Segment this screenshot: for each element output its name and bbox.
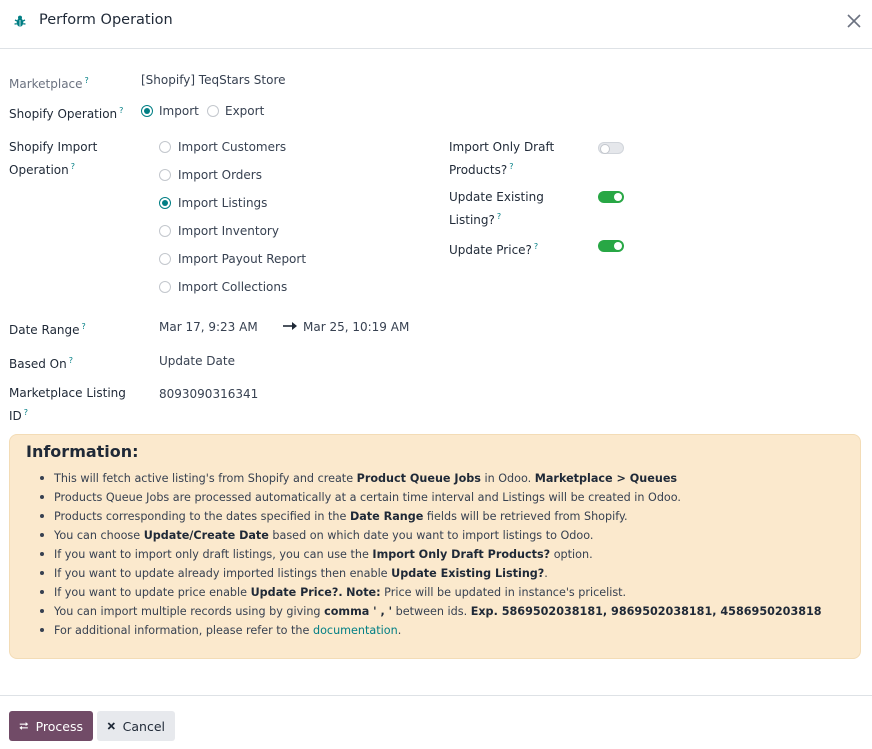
radio-import-orders[interactable] [159, 169, 171, 181]
exchange-icon [19, 720, 29, 732]
radio-import-collections[interactable] [159, 281, 171, 293]
shopify-operation-label: Shopify Operation ? [9, 106, 124, 121]
update-price-label: Update Price? ? [449, 242, 539, 257]
date-range-label: Date Range ? [9, 322, 86, 337]
list-item: This will fetch active listing's from Shopify and create Product Queue Jobs in Odoo. Marketplace > Queues [36, 469, 856, 488]
radio-import-listings[interactable] [159, 197, 171, 209]
cancel-button-label: Cancel [122, 718, 165, 734]
radio-import-collections-label[interactable]: Import Collections [178, 280, 288, 294]
list-item: Products corresponding to the dates specified in the Date Range fields will be retrieved from Shopify. [36, 507, 856, 526]
dialog-footer [0, 695, 872, 749]
import-only-draft-toggle[interactable] [598, 142, 624, 154]
list-item: If you want to update price enable Update Price?. Note: Price will be updated in instance's pricelist. [36, 583, 856, 602]
based-on-value[interactable]: Update Date [159, 354, 235, 368]
dialog-title: Perform Operation [39, 12, 173, 28]
update-price-toggle[interactable] [598, 240, 624, 252]
marketplace-value: [Shopify] TeqStars Store [141, 73, 286, 87]
radio-export[interactable] [207, 105, 219, 117]
list-item: For additional information, please refer to the documentation. [36, 621, 856, 640]
information-list [36, 469, 856, 640]
times-icon [107, 721, 116, 731]
radio-import-payout-report-label[interactable]: Import Payout Report [178, 252, 307, 266]
list-item: If you want to update already imported listings then enable Update Existing Listing?. [36, 564, 856, 583]
based-on-label: Based On ? [9, 356, 73, 371]
radio-import-listings-label[interactable]: Import Listings [178, 196, 268, 210]
update-existing-listing-toggle[interactable] [598, 191, 624, 203]
close-icon[interactable] [846, 13, 862, 29]
documentation-link[interactable]: documentation [312, 624, 398, 637]
information-title: Information: [26, 442, 139, 461]
listing-id-value[interactable]: 8093090316341 [159, 387, 259, 401]
list-item: Products Queue Jobs are processed automatically at a certain time interval and Listings will be created in Odoo. [36, 488, 856, 507]
cancel-button[interactable] [97, 711, 175, 741]
list-item: If you want to import only draft listings, you can use the Import Only Draft Products? option. [36, 545, 856, 564]
process-button-label: Process [35, 718, 83, 734]
marketplace-label: Marketplace ? [9, 76, 89, 91]
date-range-end[interactable]: Mar 25, 10:19 AM [303, 320, 410, 334]
radio-import-payout-report[interactable] [159, 253, 171, 265]
radio-import-label[interactable]: Import [159, 104, 199, 118]
radio-import-inventory[interactable] [159, 225, 171, 237]
radio-import-orders-label[interactable]: Import Orders [178, 168, 262, 182]
information-box [9, 434, 861, 659]
import-operation-label: Shopify Import Operation ? [9, 140, 98, 177]
radio-import-inventory-label[interactable]: Import Inventory [178, 224, 279, 238]
radio-import[interactable] [141, 105, 153, 117]
radio-import-customers[interactable] [159, 141, 171, 153]
dialog-header [0, 0, 872, 49]
list-item: You can choose Update/Create Date based on which date you want to import listings to Odoo. [36, 526, 856, 545]
import-only-draft-label: Import Only Draft Products? ? [449, 140, 555, 177]
process-button[interactable] [9, 711, 93, 741]
update-existing-listing-label: Update Existing Listing? ? [449, 190, 544, 227]
listing-id-label: Marketplace Listing ID ? [9, 386, 126, 423]
date-range-start[interactable]: Mar 17, 9:23 AM [159, 320, 258, 334]
bug-icon [12, 13, 28, 29]
radio-export-label[interactable]: Export [225, 104, 265, 118]
list-item: You can import multiple records using by giving comma ' , ' between ids. Exp. 5869502038181, 9869502038181, 4586950203818 [36, 602, 856, 621]
arrow-right-icon [283, 320, 297, 332]
radio-import-customers-label[interactable]: Import Customers [178, 140, 287, 154]
